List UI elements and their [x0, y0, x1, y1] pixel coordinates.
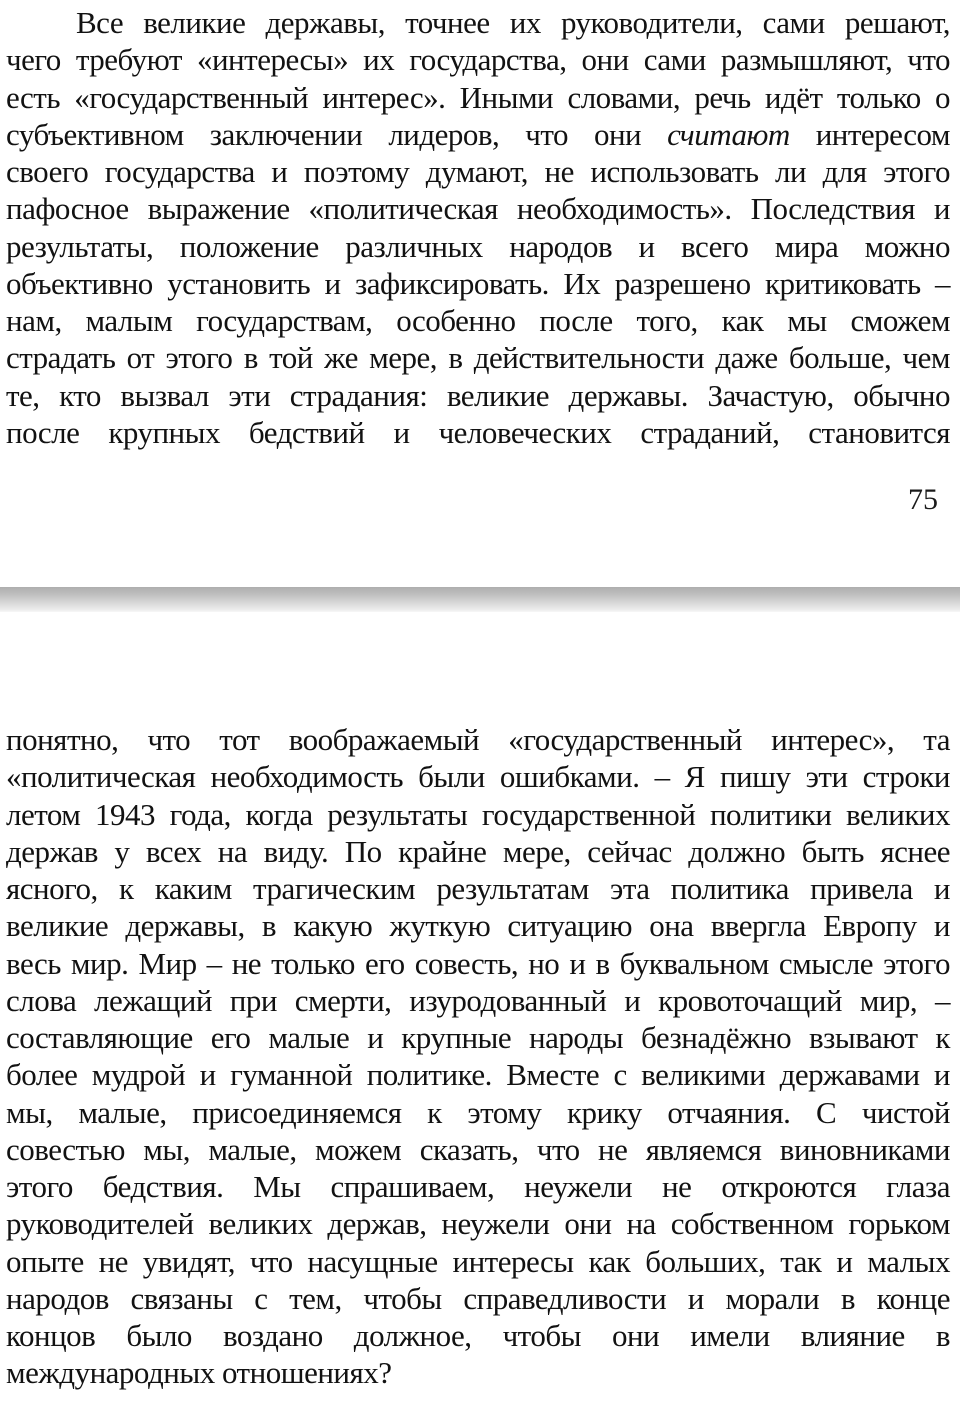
text-line [6, 190, 950, 227]
text-line [6, 1205, 950, 1242]
text-segment: ясного, к каким трагическим результатам эта политика привела и [6, 871, 950, 906]
text-segment: «политическая необходимость были ошибками. – Я пишу эти строки [6, 759, 950, 795]
page-1-text [6, 4, 950, 451]
text-segment: слова лежащий при смерти, изуродованный и кровоточащий мир, – [6, 982, 950, 1018]
text-line [6, 339, 950, 376]
text-segment: Все великие державы, точнее их руководители, сами решают, [76, 5, 950, 40]
text-segment: понятно, что тот воображаемый «государственный интерес», та [6, 722, 950, 757]
text-line [6, 870, 950, 907]
text-segment: народов связаны с тем, чтобы справедливости и морали в конце [6, 1280, 950, 1316]
text-line [6, 414, 950, 451]
text-line [6, 1280, 950, 1317]
text-line [6, 758, 950, 795]
text-segment: составляющие его малые и крупные народы безнадёжно взывают к [6, 1020, 950, 1055]
text-segment: совестью мы, малые, можем сказать, что не являемся виновниками [6, 1131, 950, 1167]
text-segment: чего требуют «интересы» их государства, они сами размышляют, что [6, 42, 950, 78]
text-line [6, 945, 950, 982]
text-segment: объективно установить и зафиксировать. Их разрешено критиковать – [6, 265, 950, 301]
text-line [6, 1094, 950, 1131]
text-segment: пафосное выражение «политическая необходимость». Последствия и [6, 191, 950, 227]
page-2-text [6, 721, 950, 1392]
text-segment: концов было воздано должное, чтобы они имели влияние в [6, 1318, 950, 1353]
text-line [6, 265, 950, 302]
text-line [6, 907, 950, 944]
text-line [6, 116, 950, 153]
text-segment: весь мир. Мир – не только его совесть, но и в буквальном смысле этого [6, 945, 950, 981]
text-line [6, 796, 950, 833]
text-segment: более мудрой и гуманной политике. Вместе с великими державами и [6, 1057, 950, 1093]
text-line [6, 41, 950, 78]
text-line [6, 153, 950, 190]
text-segment: есть «государственный интерес». Иными словами, речь идёт только о [6, 79, 950, 115]
text-line [6, 1243, 950, 1280]
text-segment: те, кто вызвал эти страдания: великие державы. Зачастую, обычно [6, 377, 950, 413]
text-segment: страдать от этого в той же мере, в действительности даже больше, чем [6, 340, 950, 376]
text-segment: субъективном заключении лидеров, что они [6, 116, 668, 152]
emphasized-text: считают [667, 116, 790, 152]
text-line [6, 1317, 950, 1354]
text-line [6, 377, 950, 414]
text-line [6, 721, 950, 758]
text-segment: этого бедствия. Мы спрашиваем, неужели не откроются глаза [6, 1169, 950, 1204]
text-segment: руководителей великих держав, неужели они на собственном горьком [6, 1206, 950, 1242]
text-segment: мы, малые, присоединяемся к этому крику отчаяния. С чистой [6, 1094, 950, 1130]
text-line [6, 1131, 950, 1168]
text-segment: интересом [789, 116, 950, 152]
text-segment: своего государства и поэтому думают, не использовать ли для этого [6, 154, 950, 189]
text-segment: после крупных бедствий и человеческих страданий, становится [6, 414, 950, 450]
text-line [6, 982, 950, 1019]
text-line [6, 1019, 950, 1056]
page-number: 75 [908, 483, 938, 516]
text-segment: результаты, положение различных народов и всего мира можно [6, 228, 950, 264]
text-line [6, 4, 950, 41]
text-line [6, 1168, 950, 1205]
text-line [6, 228, 950, 265]
text-segment: великие державы, в какую жуткую ситуацию она ввергла Европу и [6, 908, 950, 944]
text-segment: опыте не увидят, что насущные интересы как больших, так и малых [6, 1243, 950, 1279]
text-segment: нам, малым государствам, особенно после того, как мы сможем [6, 303, 950, 338]
text-line [6, 1056, 950, 1093]
text-line [6, 302, 950, 339]
text-line [6, 833, 950, 870]
text-line [6, 79, 950, 116]
text-segment: международных отношениях? [6, 1355, 392, 1391]
text-segment: держав у всех на виду. По крайне мере, сейчас должно быть яснее [6, 833, 950, 869]
text-line [6, 1354, 950, 1391]
page-break-divider [0, 587, 960, 612]
text-segment: летом 1943 года, когда результаты государственной политики великих [6, 796, 950, 832]
